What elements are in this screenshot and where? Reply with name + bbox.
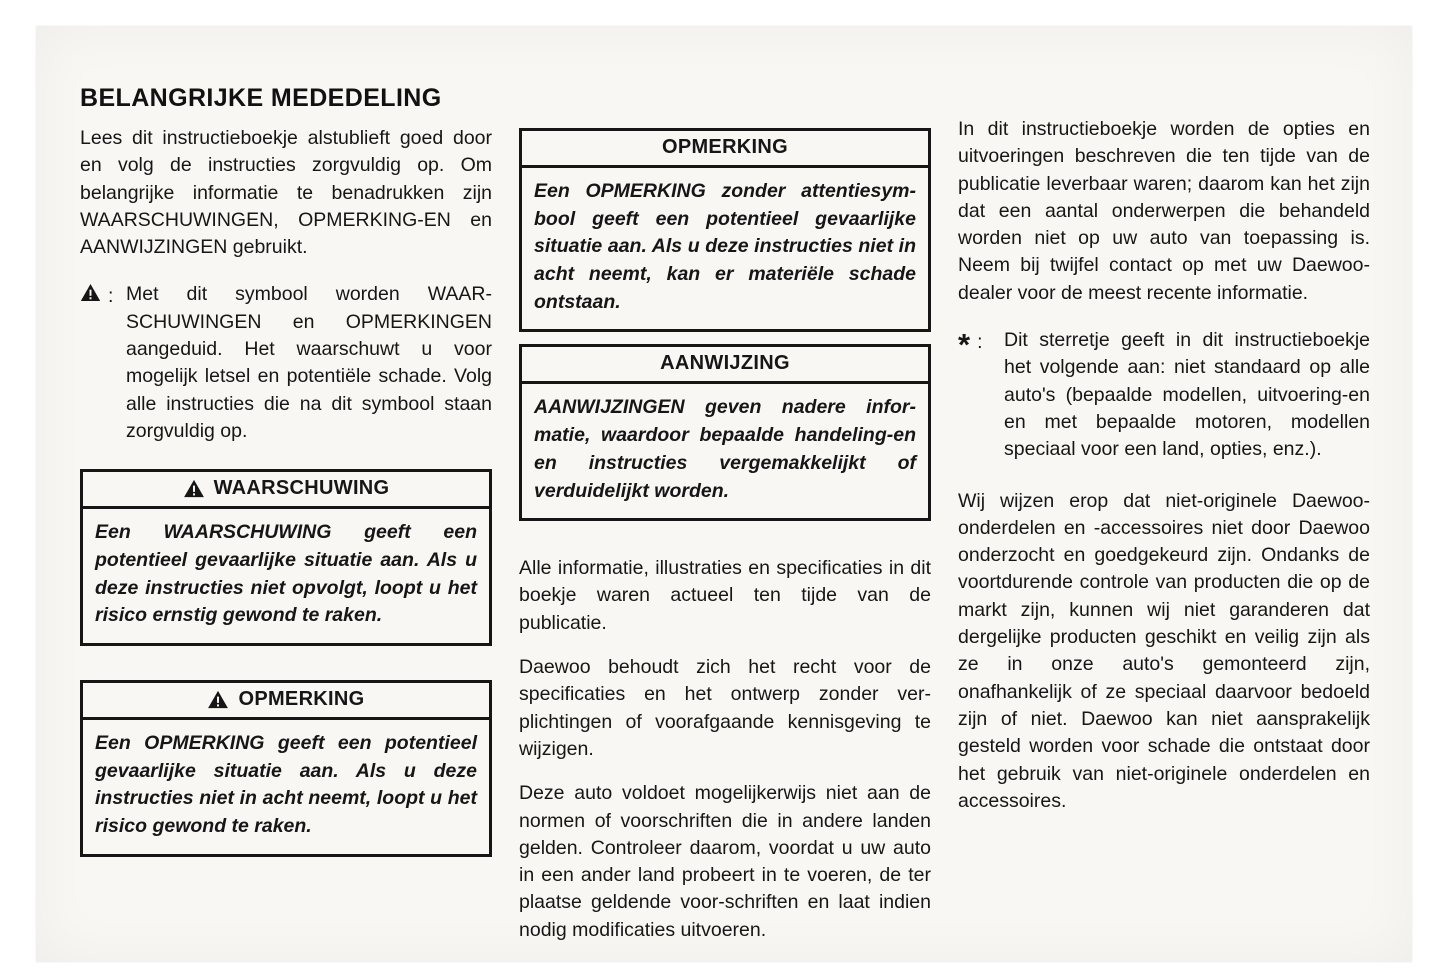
asterisk-note-text: Dit sterretje geeft in dit instructieboekje het volgende aan: niet standaard op alle auto's (bepaalde modellen, uitvoering-en en met bepaalde motoren, modellen speciaal voor een land, opties, enz.). (1004, 329, 1370, 461)
instruction-box (519, 344, 931, 521)
warning-triangle-icon (207, 690, 229, 709)
column-left (80, 84, 492, 961)
options-paragraph: In dit instructieboekje worden de opties en uitvoeringen beschreven die ten tijde van de publicatie leverbaar waren; daarom kan het zijn dat een aantal onderwerpen die behandeld worden niet op uw auto van toepassing is. Neem bij twijfel contact op met uw Daewoo-dealer voor de meest recente informatie. (958, 118, 1370, 304)
middle-paragraphs (519, 555, 931, 944)
paragraph: Deze auto voldoet mogelijkerwijs niet aan de normen of voorschriften die in andere landen gelden. Controleer daarom, voordat u uw auto in een ander land probeert in te voeren, de ter plaatse geldende voor-schriften en laat indien nodig modificaties uitvoeren. (519, 782, 931, 941)
paragraph: Daewoo behoudt zich het recht voor de specificaties en het ontwerp zonder ver-plichtingen of voorafgaande kennisgeving te wijzigen. (519, 656, 931, 760)
note-box-left (80, 680, 492, 857)
paragraph: Alle informatie, illustraties en specificaties in dit boekje waren actueel ten tijde van de publicatie. (519, 557, 931, 634)
note-box-middle (519, 128, 931, 332)
asterisk-icon: * (958, 327, 971, 363)
column-right (958, 116, 1370, 961)
note-box-middle-title: OPMERKING (661, 136, 789, 158)
warning-box-body: Een WAARSCHUWING geeft een potentieel gevaarlijke situatie aan. Als u deze instructies niet opvolgt, loopt u het risico ernstig gewond te raken. (95, 521, 477, 627)
page-content (80, 84, 1370, 961)
warning-symbol-note (80, 281, 492, 445)
asterisk-colon: : (977, 331, 983, 354)
note-box-left-header (83, 683, 489, 720)
warning-symbol-marker (80, 281, 126, 445)
note-box-left-body: Een OPMERKING geeft een potentieel gevaarlijke situatie aan. Als u deze instructies niet in acht neemt, loopt u het risico gewond te raken. (95, 732, 477, 838)
note-box-left-title: OPMERKING (238, 688, 365, 711)
warning-box-title: WAARSCHUWING (213, 477, 390, 500)
instruction-box-title: AANWIJZING (660, 352, 790, 375)
page-title: BELANGRIJKE MEDEDELING (80, 84, 442, 112)
asterisk-marker (958, 327, 1004, 463)
intro-paragraph: Lees dit instructieboekje alstublieft goed door en volg de instructies zorgvuldig op. Om belangrijke informatie te benadrukken zijn WAARSCHUWINGEN, OPMERKING-EN en AANWIJZINGEN gebruikt. (80, 127, 492, 259)
warning-triangle-icon (80, 283, 101, 302)
warning-box-header (83, 472, 489, 509)
note-box-middle-header (522, 131, 928, 168)
column-middle (519, 128, 931, 961)
scanned-page (36, 26, 1412, 962)
warning-box (80, 469, 492, 646)
instruction-box-body: AANWIJZINGEN geven nadere infor-matie, waardoor bepaalde handeling-en en instructies vergemakkelijkt of verduidelijkt worden. (534, 396, 916, 502)
asterisk-note (958, 327, 1370, 463)
note-box-middle-body: Een OPMERKING zonder attentiesym-bool geeft een potentieel gevaarlijke situatie aan. Als u deze instructies niet in acht neemt, kan er materiële schade ontstaan. (534, 180, 916, 313)
instruction-box-header (522, 347, 928, 384)
symbol-note-colon: : (108, 285, 114, 308)
warning-symbol-text: Met dit symbool worden WAAR-SCHUWINGEN en OPMERKINGEN aangeduid. Het waarschuwt u voor mogelijk letsel en potentiële schade. Volg alle instructies die na dit symbool staan zorgvuldig op. (126, 283, 492, 442)
warning-triangle-icon (183, 479, 205, 498)
non-original-parts-paragraph: Wij wijzen erop dat niet-originele Daewoo-onderdelen en -accessoires niet door Daewoo onderzocht en goedgekeurd zijn. Ondanks de voortdurende controle van producten die op de markt zijn, kunnen wij niet garanderen dat dergelijke producten geschikt en veilig zijn als ze in onze auto's gemonteerd zijn, onafhankelijk of ze speciaal daarvoor bedoeld zijn of niet. Daewoo kan niet aansprakelijk gesteld worden voor schade die ontstaat door het gebruik van niet-originele onderdelen en accessoires. (958, 489, 1370, 812)
